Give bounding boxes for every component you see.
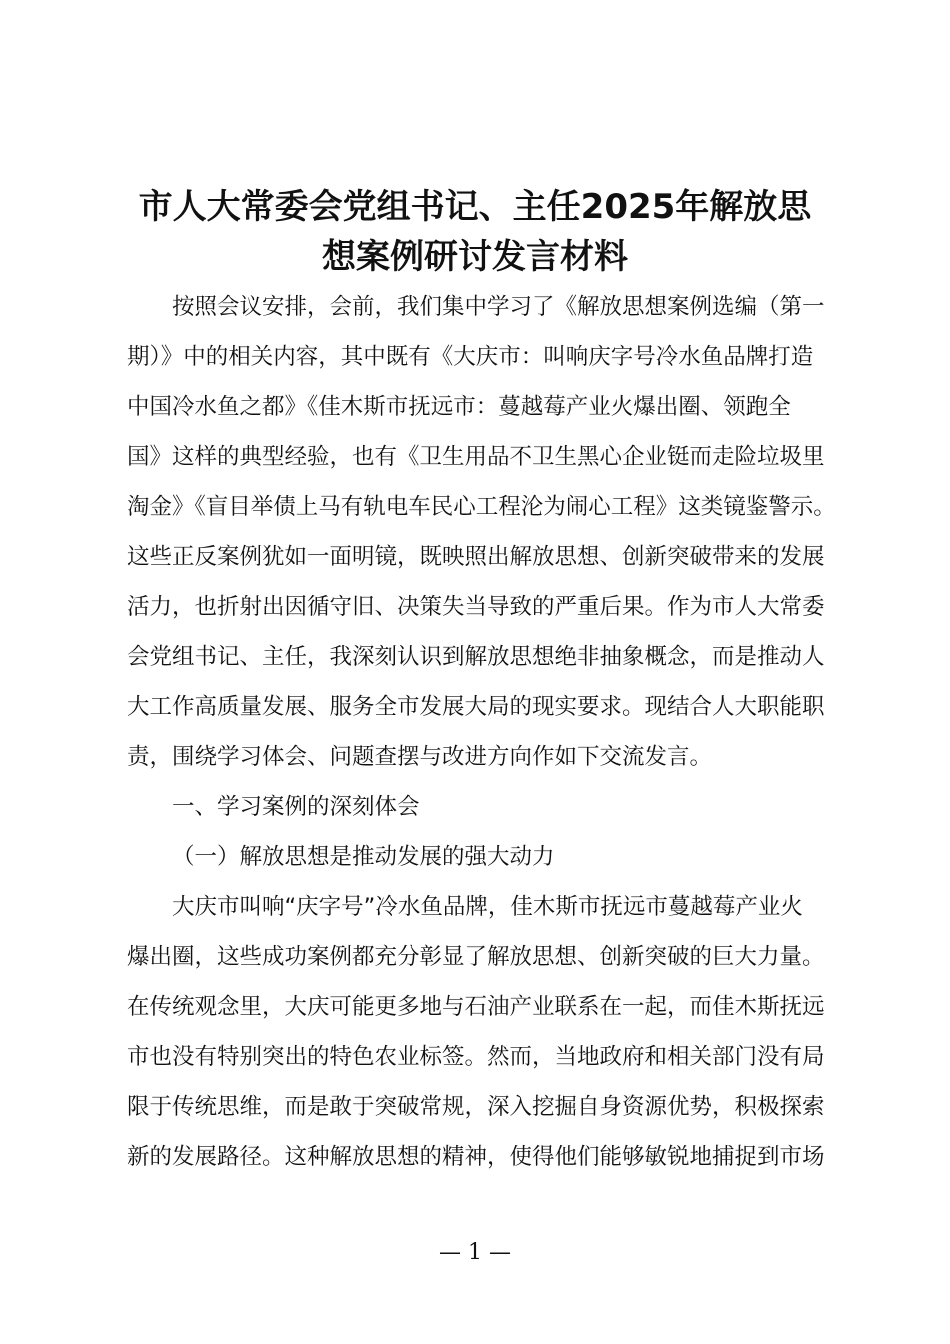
subsection-heading: （一）解放思想是推动发展的强大动力 (172, 844, 555, 870)
title-line: 想案例研讨发言材料 (322, 237, 628, 277)
text-line: 活力，也折射出因循守旧、决策失当导致的严重后果。作为市人大常委 (127, 594, 825, 620)
text-line: 这些正反案例犹如一面明镜，既映照出解放思想、创新突破带来的发展 (127, 544, 825, 570)
text-line: 责，围绕学习体会、问题查摆与改进方向作如下交流发言。 (127, 744, 713, 770)
text-line: 在传统观念里，大庆可能更多地与石油产业联系在一起，而佳木斯抚远 (127, 994, 825, 1020)
title-line: 市人大常委会党组书记、主任2025年解放思 (138, 187, 812, 227)
text-line: 中国冷水鱼之都》《佳木斯市抚远市：蔓越莓产业火爆出圈、领跑全 (127, 394, 791, 420)
text-line: 会党组书记、主任，我深刻认识到解放思想绝非抽象概念，而是推动人 (127, 644, 825, 670)
text-line: 限于传统思维，而是敢于突破常规，深入挖掘自身资源优势，积极探索 (127, 1094, 825, 1120)
section-heading: 一、学习案例的深刻体会 (172, 794, 420, 820)
text-line: 淘金》《盲目举债上马有轨电车民心工程沦为闹心工程》这类镜鉴警示。 (127, 494, 836, 520)
text-line: 市也没有特别突出的特色农业标签。然而，当地政府和相关部门没有局 (127, 1044, 825, 1070)
text-line: 国》这样的典型经验，也有《卫生用品不卫生黑心企业铤而走险垃圾里 (127, 444, 825, 470)
page-number: — 1 — (439, 1240, 511, 1265)
text-line: 大工作高质量发展、服务全市发展大局的现实要求。现结合人大职能职 (127, 694, 825, 720)
text-line: 大庆市叫响“庆字号”冷水鱼品牌，佳木斯市抚远市蔓越莓产业火 (172, 894, 803, 920)
paragraph-intro (127, 282, 837, 782)
document-title (120, 182, 830, 282)
text-line: 按照会议安排，会前，我们集中学习了《解放思想案例选编（第一 (172, 294, 825, 320)
text-line: 新的发展路径。这种解放思想的精神，使得他们能够敏锐地捕捉到市场 (127, 1144, 825, 1170)
document-body (127, 282, 837, 1182)
paragraph-case-analysis (127, 882, 837, 1182)
text-line: 期）》中的相关内容，其中既有《大庆市：叫响庆字号冷水鱼品牌打造 (127, 344, 814, 370)
text-line: 爆出圈，这些成功案例都充分彰显了解放思想、创新突破的巨大力量。 (127, 944, 825, 970)
